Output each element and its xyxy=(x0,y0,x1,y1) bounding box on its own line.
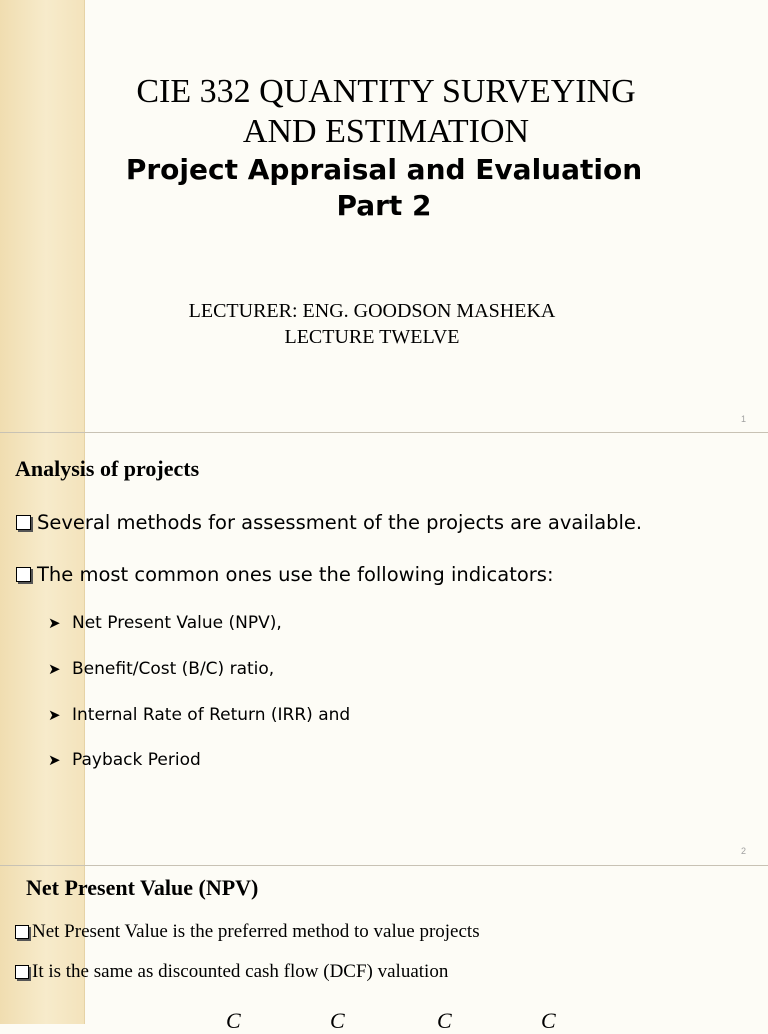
npv-formula xyxy=(0,1006,768,1033)
sub-bullet-text: Net Present Value (NPV), xyxy=(72,613,282,633)
lecturer-name: LECTURER: ENG. GOODSON MASHEKA xyxy=(188,300,556,322)
bullet-item xyxy=(16,563,554,586)
sub-bullet-item xyxy=(48,750,201,770)
slide-2 xyxy=(0,433,768,865)
subtitle-line2: Part 2 xyxy=(336,189,432,222)
slide-heading: Analysis of projects xyxy=(15,456,200,481)
sub-bullet-item xyxy=(48,613,282,633)
sub-bullet-text: Internal Rate of Return (IRR) and xyxy=(72,705,351,725)
formula-term: C xyxy=(541,1008,556,1033)
sub-bullet-item xyxy=(48,705,350,725)
title-block xyxy=(0,72,768,224)
square-bullet-icon xyxy=(16,515,31,530)
sub-bullet-text: Payback Period xyxy=(72,750,201,770)
slide-1 xyxy=(0,0,768,432)
page-number: 2 xyxy=(740,846,746,856)
formula-term: C xyxy=(226,1008,241,1033)
sub-bullet-item xyxy=(48,659,274,679)
formula-term: C xyxy=(330,1008,345,1033)
bullet-text: Net Present Value is the preferred method to value projects xyxy=(32,921,480,942)
square-bullet-icon xyxy=(16,567,31,582)
arrow-bullet-icon: ➤ xyxy=(48,614,61,632)
course-title-line2: AND ESTIMATION xyxy=(242,113,530,150)
slide-3 xyxy=(0,866,768,1033)
lecturer-block xyxy=(0,298,744,350)
square-bullet-icon xyxy=(15,925,29,939)
square-bullet-icon xyxy=(15,965,29,979)
formula-term: C xyxy=(437,1008,452,1033)
bullet-item xyxy=(15,921,480,943)
subtitle-line1: Project Appraisal and Evaluation xyxy=(125,153,643,186)
sub-bullet-text: Benefit/Cost (B/C) ratio, xyxy=(72,659,275,679)
arrow-bullet-icon: ➤ xyxy=(48,706,61,724)
page-number: 1 xyxy=(740,414,746,424)
course-title-line1: CIE 332 QUANTITY SURVEYING xyxy=(136,73,636,110)
bullet-item xyxy=(16,511,642,534)
bullet-text: The most common ones use the following indicators: xyxy=(37,563,554,586)
bullet-item xyxy=(15,961,448,983)
arrow-bullet-icon: ➤ xyxy=(48,751,61,769)
lecture-number: LECTURE TWELVE xyxy=(284,326,460,348)
bullet-text: It is the same as discounted cash flow (DCF) valuation xyxy=(32,961,449,982)
arrow-bullet-icon: ➤ xyxy=(48,660,61,678)
slide-heading: Net Present Value (NPV) xyxy=(26,875,259,900)
bullet-text: Several methods for assessment of the projects are available. xyxy=(37,511,643,534)
